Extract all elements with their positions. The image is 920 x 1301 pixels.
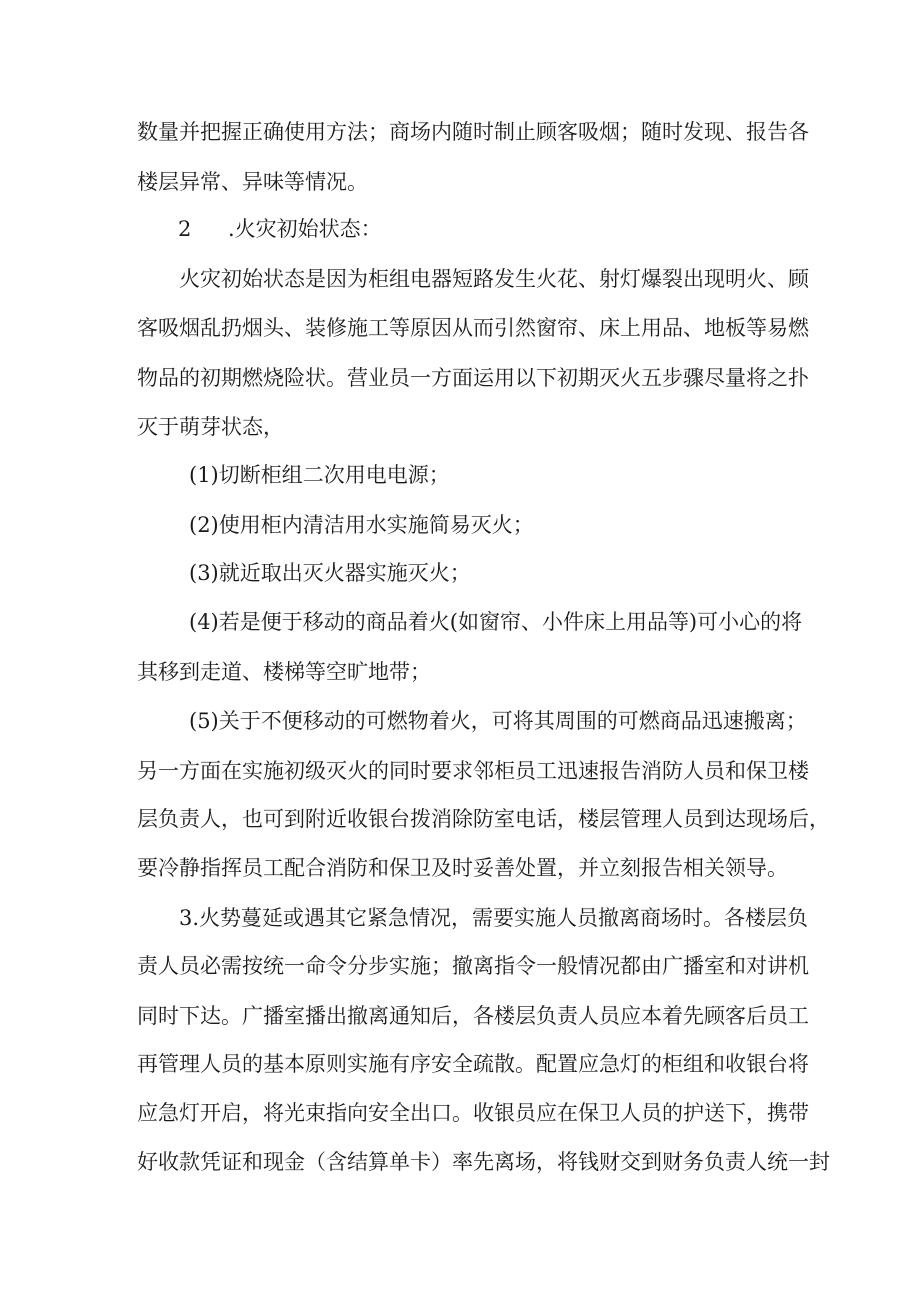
text-line: 责人员必需按统一命令分步实施；撤离指令一般情况都由广播室和对讲机 [137, 954, 809, 978]
text-line: 再管理人员的基本原则实施有序安全疏散。配置应急灯的柜组和收银台将 [137, 1052, 809, 1076]
text-line: 客吸烟乱扔烟头、装修施工等原因从而引然窗帘、床上用品、地板等易燃 [137, 316, 809, 340]
text-line: 物品的初期燃烧险状。营业员一方面运用以下初期灭火五步骤尽量将之扑 [137, 366, 809, 390]
text-line: 3.火势蔓延或遇其它紧急情况，需要实施人员撤离商场时。各楼层负 [179, 906, 809, 930]
list-item: (4)若是便于移动的商品着火(如窗帘、小件床上用品等)可小心的将 [189, 610, 803, 634]
section-number: 2 [178, 217, 192, 241]
section-heading: .火灾初始状态： [228, 217, 382, 241]
text-line: 好收款凭证和现金（含结算单卡）率先离场，将钱财交到财务负责人统一封 [137, 1150, 830, 1174]
text-line: 楼层异常、异味等情况。 [137, 170, 368, 194]
list-item: (1)切断柜组二次用电电源； [189, 463, 450, 487]
list-item: (3)就近取出灭火器实施灭火； [189, 561, 471, 585]
text-line: 火灾初始状态是因为柜组电器短路发生火花、射灯爆裂出现明火、顾 [179, 267, 809, 291]
text-line: 要冷静指挥员工配合消防和保卫及时妥善处置，并立刻报告相关领导。 [137, 856, 788, 880]
text-line: 应急灯开启，将光束指向安全出口。收银员应在保卫人员的护送下，携带 [137, 1101, 809, 1125]
text-line: 数量并把握正确使用方法；商场内随时制止顾客吸烟；随时发现、报告各 [137, 120, 809, 144]
text-line: 另一方面在实施初级灭火的同时要求邻柜员工迅速报告消防人员和保卫楼 [137, 759, 809, 783]
text-line: 层负责人，也可到附近收银台拨消除防室电话，楼层管理人员到达现场后， [137, 807, 830, 831]
text-line: 同时下达。广播室播出撤离通知后，各楼层负责人员应本着先顾客后员工 [137, 1004, 809, 1028]
text-line: 灭于萌芽状态， [137, 415, 284, 439]
list-item: (5)关于不便移动的可燃物着火，可将其周围的可燃商品迅速搬离； [189, 709, 807, 733]
text-line: 其移到走道、楼梯等空旷地带； [137, 660, 431, 684]
list-item: (2)使用柜内清洁用水实施简易灭火； [189, 513, 534, 537]
